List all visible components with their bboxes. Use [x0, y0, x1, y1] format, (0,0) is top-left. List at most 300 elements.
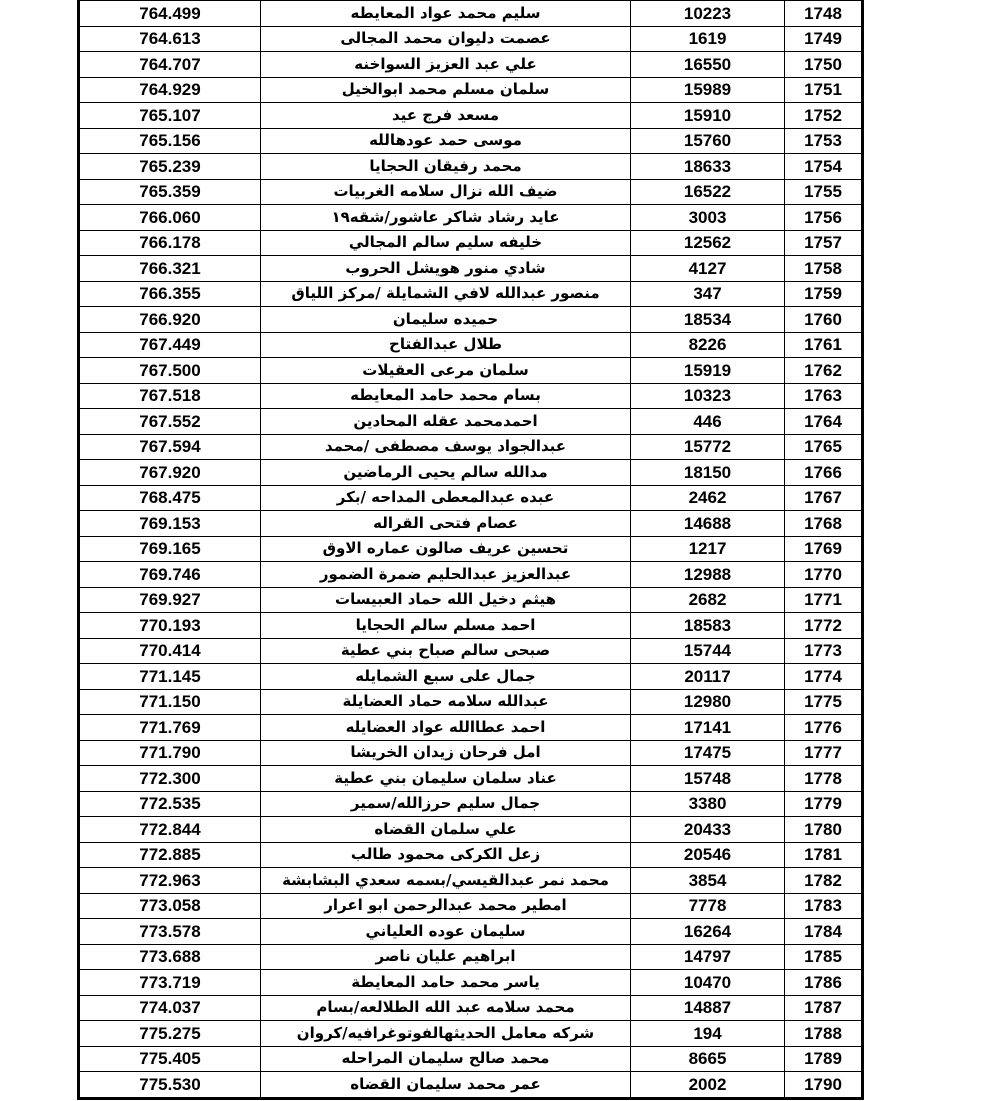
- sequence-number-cell-text: 1778: [804, 768, 842, 788]
- value-cell-text: 774.037: [139, 998, 201, 1018]
- table-row: [80, 281, 862, 307]
- table-row: [80, 893, 862, 919]
- id-number-cell-text: 8226: [688, 335, 727, 355]
- value-cell: [80, 281, 261, 307]
- value-cell: [80, 919, 261, 945]
- name-cell: [261, 26, 631, 52]
- sequence-number-cell: [785, 817, 862, 843]
- id-number-cell: [631, 638, 785, 664]
- value-cell: [80, 562, 261, 588]
- name-cell-text: عبدالعزيز عبدالحليم ضمرة الضمور: [319, 564, 572, 583]
- table-row: [80, 460, 862, 486]
- id-number-cell: [631, 230, 785, 256]
- table-row: [80, 664, 862, 690]
- table-row: [80, 103, 862, 129]
- value-cell-text: 773.719: [139, 972, 201, 992]
- sequence-number-cell: [785, 332, 862, 358]
- id-number-cell-text: 18534: [683, 309, 732, 329]
- sequence-number-cell: [785, 103, 862, 129]
- id-number-cell-text: 10470: [683, 972, 732, 992]
- id-number-cell: [631, 817, 785, 843]
- value-cell-text: 765.107: [139, 105, 201, 125]
- id-number-cell: [631, 1, 785, 27]
- value-cell-text: 767.500: [139, 360, 201, 380]
- id-number-cell: [631, 358, 785, 384]
- sequence-number-cell: [785, 868, 862, 894]
- value-cell: [80, 511, 261, 537]
- name-cell: [261, 154, 631, 180]
- value-cell: [80, 1072, 261, 1098]
- table-row: [80, 995, 862, 1021]
- id-number-cell-text: 15744: [683, 641, 732, 661]
- name-cell-text: شادي منور هويشل الحروب: [345, 258, 546, 277]
- name-cell: [261, 511, 631, 537]
- table-row: [80, 358, 862, 384]
- name-cell: [261, 332, 631, 358]
- id-number-cell-text: 3380: [688, 794, 727, 814]
- value-cell-text: 771.145: [139, 666, 201, 686]
- id-number-cell: [631, 536, 785, 562]
- value-cell-text: 770.414: [139, 641, 201, 661]
- sequence-number-cell-text: 1773: [804, 641, 842, 661]
- sequence-number-cell: [785, 562, 862, 588]
- id-number-cell: [631, 205, 785, 231]
- id-number-cell-text: 2002: [688, 1074, 727, 1094]
- id-number-cell-text: 14688: [683, 513, 732, 533]
- name-cell: [261, 715, 631, 741]
- sequence-number-cell-text: 1790: [804, 1074, 842, 1094]
- sequence-number-cell-text: 1759: [804, 284, 842, 304]
- name-cell: [261, 587, 631, 613]
- value-cell-text: 771.790: [139, 743, 201, 763]
- name-cell-text: عمر محمد سليمان القضاه: [350, 1074, 541, 1093]
- sequence-number-cell: [785, 689, 862, 715]
- value-cell: [80, 638, 261, 664]
- id-number-cell: [631, 103, 785, 129]
- sequence-number-cell-text: 1748: [804, 3, 842, 23]
- table-row: [80, 128, 862, 154]
- value-cell: [80, 893, 261, 919]
- value-cell-text: 769.746: [139, 564, 201, 584]
- value-cell: [80, 154, 261, 180]
- sequence-number-cell-text: 1751: [804, 80, 842, 100]
- value-cell-text: 767.552: [139, 411, 201, 431]
- name-cell-text: احمد مسلم سالم الحجايا: [355, 615, 536, 634]
- sequence-number-cell-text: 1761: [804, 335, 842, 355]
- sequence-number-cell-text: 1763: [804, 386, 842, 406]
- sequence-number-cell-text: 1754: [804, 156, 842, 176]
- sequence-number-cell-text: 1785: [804, 947, 842, 967]
- name-cell: [261, 434, 631, 460]
- name-cell-text: سليمان عوده العلياني: [365, 921, 526, 940]
- value-cell: [80, 1046, 261, 1072]
- sequence-number-cell-text: 1784: [804, 921, 842, 941]
- sequence-number-cell: [785, 766, 862, 792]
- id-number-cell: [631, 511, 785, 537]
- name-cell-text: عبده عبدالمعطى المداحه /بكر: [336, 488, 555, 507]
- name-cell-text: عصام فتحى القراله: [373, 513, 518, 532]
- sequence-number-cell: [785, 638, 862, 664]
- data-table-container: [77, 0, 864, 1100]
- value-cell: [80, 256, 261, 282]
- sequence-number-cell-text: 1777: [804, 743, 842, 763]
- id-number-cell-text: 16550: [683, 54, 732, 74]
- sequence-number-cell-text: 1772: [804, 615, 842, 635]
- sequence-number-cell-text: 1764: [804, 411, 842, 431]
- name-cell-text: عناد سلمان سليمان بني عطية: [334, 768, 557, 787]
- data-table: [79, 0, 862, 1098]
- sequence-number-cell: [785, 791, 862, 817]
- id-number-cell: [631, 689, 785, 715]
- name-cell-text: شركه معامل الحديثهالفوتوغرافيه/كروان: [296, 1023, 595, 1042]
- name-cell-text: ياسر محمد حامد المعايطة: [351, 972, 540, 991]
- table-row: [80, 919, 862, 945]
- sequence-number-cell: [785, 281, 862, 307]
- name-cell-text: طلال عبدالفتاح: [389, 335, 502, 354]
- name-cell: [261, 409, 631, 435]
- sequence-number-cell-text: 1788: [804, 1023, 842, 1043]
- name-cell-text: زعل الكركى محمود طالب: [350, 845, 541, 864]
- sequence-number-cell-text: 1780: [804, 819, 842, 839]
- name-cell: [261, 205, 631, 231]
- value-cell: [80, 485, 261, 511]
- value-cell-text: 769.153: [139, 513, 201, 533]
- id-number-cell: [631, 128, 785, 154]
- sequence-number-cell-text: 1760: [804, 309, 842, 329]
- sequence-number-cell-text: 1758: [804, 258, 842, 278]
- sequence-number-cell-text: 1774: [804, 666, 842, 686]
- id-number-cell: [631, 52, 785, 78]
- id-number-cell: [631, 1072, 785, 1098]
- value-cell: [80, 460, 261, 486]
- table-row: [80, 154, 862, 180]
- value-cell-text: 765.239: [139, 156, 201, 176]
- table-row: [80, 1046, 862, 1072]
- id-number-cell-text: 4127: [688, 258, 727, 278]
- table-row: [80, 817, 862, 843]
- table-row: [80, 536, 862, 562]
- value-cell-text: 765.156: [139, 131, 201, 151]
- id-number-cell-text: 10223: [683, 3, 732, 23]
- sequence-number-cell: [785, 1046, 862, 1072]
- id-number-cell-text: 1619: [688, 29, 727, 49]
- value-cell: [80, 205, 261, 231]
- table-row: [80, 944, 862, 970]
- sequence-number-cell: [785, 613, 862, 639]
- sequence-number-cell-text: 1769: [804, 539, 842, 559]
- name-cell: [261, 1021, 631, 1047]
- name-cell-text: امل فرحان زيدان الخريشا: [350, 743, 541, 762]
- id-number-cell-text: 20433: [683, 819, 732, 839]
- value-cell: [80, 409, 261, 435]
- name-cell-text: ضيف الله نزال سلامه الغربيات: [333, 182, 558, 201]
- value-cell: [80, 715, 261, 741]
- id-number-cell: [631, 307, 785, 333]
- value-cell-text: 772.300: [139, 768, 201, 788]
- sequence-number-cell: [785, 460, 862, 486]
- name-cell-text: هيثم دخيل الله حماد العبيسات: [335, 590, 556, 609]
- name-cell: [261, 995, 631, 1021]
- id-number-cell-text: 18583: [683, 615, 732, 635]
- id-number-cell: [631, 77, 785, 103]
- name-cell-text: سلمان مسلم محمد ابوالخيل: [341, 80, 550, 99]
- sequence-number-cell-text: 1757: [804, 233, 842, 253]
- id-number-cell: [631, 332, 785, 358]
- name-cell-text: احمدمحمد عقله المحادين: [353, 411, 538, 430]
- id-number-cell: [631, 791, 785, 817]
- id-number-cell: [631, 179, 785, 205]
- name-cell: [261, 485, 631, 511]
- table-row: [80, 562, 862, 588]
- sequence-number-cell: [785, 358, 862, 384]
- id-number-cell: [631, 434, 785, 460]
- sequence-number-cell: [785, 842, 862, 868]
- value-cell: [80, 358, 261, 384]
- value-cell-text: 775.275: [139, 1023, 201, 1043]
- sequence-number-cell: [785, 409, 862, 435]
- value-cell-text: 770.193: [139, 615, 201, 635]
- value-cell: [80, 689, 261, 715]
- value-cell-text: 766.355: [139, 284, 201, 304]
- sequence-number-cell: [785, 383, 862, 409]
- table-row: [80, 230, 862, 256]
- id-number-cell-text: 2682: [688, 590, 727, 610]
- value-cell: [80, 77, 261, 103]
- name-cell-text: ابراهيم عليان ناصر: [375, 947, 516, 966]
- sequence-number-cell-text: 1776: [804, 717, 842, 737]
- id-number-cell: [631, 409, 785, 435]
- sequence-number-cell: [785, 52, 862, 78]
- table-row: [80, 205, 862, 231]
- name-cell-text: علي سلمان القضاه: [374, 819, 517, 838]
- sequence-number-cell-text: 1750: [804, 54, 842, 74]
- name-cell: [261, 893, 631, 919]
- sequence-number-cell-text: 1767: [804, 488, 842, 508]
- value-cell-text: 771.769: [139, 717, 201, 737]
- sequence-number-cell: [785, 128, 862, 154]
- sequence-number-cell: [785, 1, 862, 27]
- name-cell-text: عبدالجواد يوسف مصطفى /محمد: [324, 437, 567, 456]
- value-cell: [80, 1021, 261, 1047]
- id-number-cell-text: 18633: [683, 156, 732, 176]
- sequence-number-cell-text: 1775: [804, 692, 842, 712]
- table-row: [80, 1, 862, 27]
- table-row: [80, 307, 862, 333]
- name-cell: [261, 460, 631, 486]
- name-cell-text: بسام محمد حامد المعايطه: [350, 386, 541, 405]
- id-number-cell-text: 446: [693, 411, 722, 431]
- table-row: [80, 434, 862, 460]
- value-cell: [80, 128, 261, 154]
- name-cell-text: صبحى سالم صباح بني عطية: [340, 641, 551, 660]
- name-cell: [261, 817, 631, 843]
- table-row: [80, 511, 862, 537]
- name-cell: [261, 689, 631, 715]
- name-cell-text: احمد عطاالله عواد العضايله: [345, 717, 546, 736]
- value-cell-text: 769.165: [139, 539, 201, 559]
- id-number-cell: [631, 919, 785, 945]
- value-cell: [80, 434, 261, 460]
- sequence-number-cell-text: 1753: [804, 131, 842, 151]
- name-cell-text: سليم محمد عواد المعايطه: [350, 3, 541, 22]
- value-cell-text: 772.963: [139, 870, 201, 890]
- name-cell: [261, 383, 631, 409]
- name-cell-text: مدالله سالم يحيى الرماضين: [343, 462, 548, 481]
- table-row: [80, 77, 862, 103]
- sequence-number-cell-text: 1768: [804, 513, 842, 533]
- sequence-number-cell-text: 1779: [804, 794, 842, 814]
- table-row: [80, 52, 862, 78]
- id-number-cell-text: 7778: [688, 896, 727, 916]
- id-number-cell-text: 15748: [683, 768, 732, 788]
- name-cell-text: علي عبد العزيز السواخنه: [354, 54, 537, 73]
- name-cell-text: خليفه سليم سالم المجالي: [348, 233, 543, 252]
- name-cell-text: محمد نمر عبدالقيسي/بسمه سعدي البشابشة: [282, 870, 609, 889]
- name-cell: [261, 358, 631, 384]
- table-body: [80, 1, 862, 1098]
- sequence-number-cell: [785, 179, 862, 205]
- id-number-cell: [631, 664, 785, 690]
- value-cell-text: 768.475: [139, 488, 201, 508]
- id-number-cell-text: 20546: [683, 845, 732, 865]
- value-cell-text: 773.578: [139, 921, 201, 941]
- value-cell: [80, 817, 261, 843]
- id-number-cell-text: 3854: [688, 870, 727, 890]
- name-cell-text: امطير محمد عبدالرحمن ابو اعرار: [324, 896, 567, 915]
- value-cell: [80, 103, 261, 129]
- sequence-number-cell-text: 1789: [804, 1049, 842, 1069]
- id-number-cell-text: 17475: [683, 743, 732, 763]
- name-cell: [261, 103, 631, 129]
- sequence-number-cell: [785, 995, 862, 1021]
- sequence-number-cell: [785, 434, 862, 460]
- sequence-number-cell: [785, 664, 862, 690]
- value-cell-text: 765.359: [139, 182, 201, 202]
- value-cell: [80, 766, 261, 792]
- value-cell: [80, 664, 261, 690]
- sequence-number-cell: [785, 715, 862, 741]
- id-number-cell-text: 20117: [684, 666, 731, 686]
- value-cell: [80, 995, 261, 1021]
- value-cell: [80, 613, 261, 639]
- table-row: [80, 409, 862, 435]
- id-number-cell-text: 347: [693, 284, 722, 304]
- name-cell: [261, 77, 631, 103]
- id-number-cell: [631, 740, 785, 766]
- value-cell-text: 772.885: [139, 845, 201, 865]
- sequence-number-cell: [785, 1021, 862, 1047]
- id-number-cell: [631, 281, 785, 307]
- table-row: [80, 638, 862, 664]
- id-number-cell-text: 18150: [683, 462, 732, 482]
- id-number-cell: [631, 154, 785, 180]
- id-number-cell: [631, 613, 785, 639]
- table-row: [80, 842, 862, 868]
- id-number-cell: [631, 383, 785, 409]
- sequence-number-cell-text: 1781: [804, 845, 842, 865]
- name-cell-text: جمال سليم حرزالله/سمير: [350, 794, 541, 813]
- value-cell-text: 767.518: [139, 386, 201, 406]
- value-cell-text: 769.927: [139, 590, 201, 610]
- name-cell-text: عايد رشاد شاكر عاشور/شقه١٩: [331, 207, 560, 226]
- name-cell-text: محمد سلامه عبد الله الطلالعه/بسام: [316, 998, 575, 1017]
- name-cell-text: سلمان مرعى العقيلات: [362, 360, 529, 379]
- name-cell-text: جمال على سبع الشمايله: [355, 666, 536, 685]
- sequence-number-cell-text: 1770: [804, 564, 842, 584]
- id-number-cell-text: 12562: [683, 233, 732, 253]
- name-cell-text: تحسين عريف صالون عماره الاوق: [322, 539, 569, 558]
- name-cell: [261, 970, 631, 996]
- id-number-cell: [631, 256, 785, 282]
- id-number-cell: [631, 460, 785, 486]
- id-number-cell-text: 10323: [683, 386, 732, 406]
- table-row: [80, 689, 862, 715]
- sequence-number-cell: [785, 536, 862, 562]
- value-cell: [80, 791, 261, 817]
- id-number-cell: [631, 562, 785, 588]
- value-cell-text: 764.929: [139, 80, 201, 100]
- value-cell: [80, 868, 261, 894]
- id-number-cell-text: 3003: [688, 207, 727, 227]
- name-cell-text: عصمت دليوان محمد المجالى: [340, 29, 551, 48]
- sequence-number-cell-text: 1786: [804, 972, 842, 992]
- table-row: [80, 740, 862, 766]
- sequence-number-cell: [785, 26, 862, 52]
- value-cell: [80, 383, 261, 409]
- name-cell: [261, 919, 631, 945]
- table-row: [80, 26, 862, 52]
- name-cell-text: عبدالله سلامه حماد العضايلة: [342, 692, 549, 711]
- name-cell: [261, 1072, 631, 1098]
- sequence-number-cell-text: 1755: [804, 182, 842, 202]
- id-number-cell: [631, 715, 785, 741]
- table-row: [80, 766, 862, 792]
- id-number-cell: [631, 944, 785, 970]
- value-cell-text: 766.178: [139, 233, 201, 253]
- id-number-cell-text: 15772: [683, 437, 732, 457]
- id-number-cell-text: 16264: [683, 921, 732, 941]
- value-cell: [80, 332, 261, 358]
- name-cell: [261, 638, 631, 664]
- sequence-number-cell-text: 1787: [804, 998, 842, 1018]
- sequence-number-cell-text: 1752: [804, 105, 842, 125]
- value-cell-text: 767.920: [139, 462, 201, 482]
- value-cell-text: 771.150: [139, 692, 201, 712]
- name-cell: [261, 944, 631, 970]
- value-cell-text: 766.321: [139, 258, 201, 278]
- value-cell: [80, 944, 261, 970]
- id-number-cell: [631, 1046, 785, 1072]
- sequence-number-cell: [785, 205, 862, 231]
- table-row: [80, 613, 862, 639]
- sequence-number-cell: [785, 970, 862, 996]
- name-cell: [261, 1, 631, 27]
- sequence-number-cell: [785, 307, 862, 333]
- id-number-cell: [631, 970, 785, 996]
- value-cell-text: 766.920: [139, 309, 201, 329]
- id-number-cell-text: 15910: [683, 105, 732, 125]
- value-cell: [80, 26, 261, 52]
- table-row: [80, 179, 862, 205]
- name-cell: [261, 536, 631, 562]
- id-number-cell: [631, 868, 785, 894]
- id-number-cell: [631, 485, 785, 511]
- table-row: [80, 791, 862, 817]
- sequence-number-cell-text: 1749: [804, 29, 842, 49]
- table-row: [80, 256, 862, 282]
- name-cell-text: محمد صالح سليمان المراحله: [341, 1049, 550, 1068]
- name-cell: [261, 791, 631, 817]
